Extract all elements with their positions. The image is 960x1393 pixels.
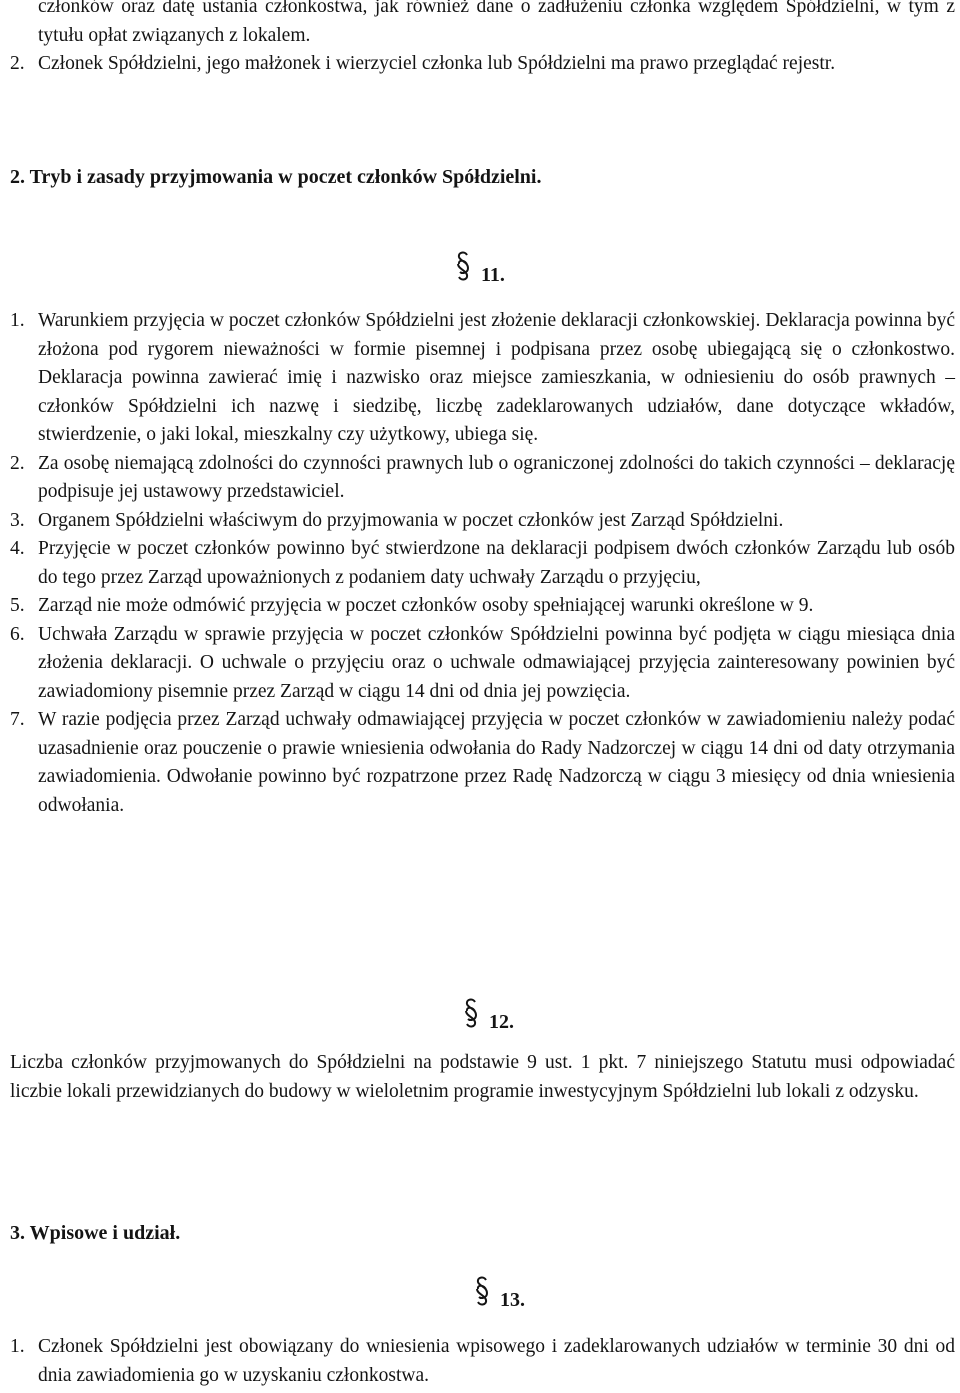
list-item-number: 6. (10, 623, 25, 645)
section-sign-icon (463, 998, 479, 1028)
paragraph-number-12 (463, 998, 514, 1034)
list-item-number: 4. (10, 538, 25, 559)
paragraph-11-list (10, 307, 955, 820)
paragraph-13-list (10, 1333, 955, 1390)
list-item-text: Warunkiem przyjęcia w poczet członków Spółdzielni jest złożenie deklaracji członkowskiej. Deklaracja powinna być złożona pod rygorem nieważności w formie pisemnej i podpisana przez osobę ubiegającą się o członkostwo. Deklaracja powinna zawierać imię i nazwisko oraz miejsce zamieszkania, w odniesieniu do osób prawnych – członków Spółdzielni ich nazwę i siedzibę, liczbę zadeklarowanych udziałów, dane dotyczące wkładów, stwierdzenie, o jaki lokal, mieszkalny czy użytkowy, ubiega się. (38, 310, 955, 445)
section-heading: 3. Wpisowe i udział. (10, 1222, 181, 1244)
paragraph-number-text: 11. (481, 264, 505, 286)
list-item-text: Organem Spółdzielni właściwym do przyjmowania w poczet członków jest Zarząd Spółdzielni. (38, 509, 784, 531)
list-item-text: Za osobę niemającą zdolności do czynności prawnych lub o ograniczonej zdolności do takich czynności – deklarację podpisuje jej ustawowy przedstawiciel. (38, 452, 955, 502)
list-item (10, 706, 955, 820)
section-sign-icon (455, 251, 471, 281)
section-heading: 2. Tryb i zasady przyjmowania w poczet członków Spółdzielni. (10, 166, 542, 188)
list-item-number: 1. (10, 310, 25, 331)
list-item (10, 592, 955, 621)
list-item-number: 2. (10, 452, 25, 474)
list-item-text: Członek Spółdzielni, jego małżonek i wierzyciel członka lub Spółdzielni ma prawo przeglądać rejestr. (38, 53, 836, 74)
list-item-number: 5. (10, 595, 25, 616)
list-item (10, 507, 955, 536)
carryover-paragraph (10, 0, 955, 79)
paragraph-number-text: 13. (500, 1289, 525, 1311)
list-item-number: 2. (10, 53, 25, 74)
list-item (10, 50, 955, 79)
list-item (10, 307, 955, 450)
list-item-text: W razie podjęcia przez Zarząd uchwały odmawiającej przyjęcia w poczet członków w zawiadomieniu należy podać uzasadnienie oraz pouczenie o prawie wniesienia odwołania do Rady Nadzorczej w ciągu 14 dni od daty otrzymania zawiadomienia. Odwołanie powinno być rozpatrzone przez Radę Nadzorczą w ciągu 3 miesięcy od dnia wniesienia odwołania. (38, 709, 955, 816)
list-item-number: 3. (10, 509, 25, 531)
list-item (10, 450, 955, 507)
paragraph-number-13 (474, 1276, 525, 1312)
list-item-text: Uchwała Zarządu w sprawie przyjęcia w poczet członków Spółdzielni powinna być podjęta w ciągu miesiąca dnia złożenia deklaracji. O uchwale o przyjęciu oraz o uchwale odmawiającej przyjęcia zainteresowany powinien być zawiadomiony pisemnie przez Zarząd w ciągu 14 dni od dnia jej powzięcia. (38, 623, 955, 702)
list-item-text: Przyjęcie w poczet członków powinno być stwierdzone na deklaracji podpisem dwóch członków Zarządu lub osób do tego przez Zarząd upoważnionych z podaniem daty uchwały Zarządu o przyjęciu, (38, 538, 955, 588)
paragraph-12-text: Liczba członków przyjmowanych do Spółdzielni na podstawie 9 ust. 1 pkt. 7 niniejszego Statutu musi odpowiadać liczbie lokali przewidzianych do budowy w wieloletnim programie inwestycyjnym Spółdzielni lub lokali z odzysku. (10, 1052, 955, 1102)
list-item (10, 535, 955, 592)
list-item-number: 1. (10, 1336, 25, 1357)
list-item-text: Zarząd nie może odmówić przyjęcia w poczet członków osoby spełniającej warunki określone w 9. (38, 595, 814, 616)
list-item (10, 1333, 955, 1390)
section-sign-icon (474, 1276, 490, 1306)
paragraph-number-11 (455, 251, 505, 287)
carryover-text: członków oraz datę ustania członkostwa, jak również dane o zadłużeniu członka względem Spółdzielni, w tym z tytułu opłat związanych z lokalem. (38, 0, 955, 46)
list-item-number: 7. (10, 709, 25, 730)
list-item-text: Członek Spółdzielni jest obowiązany do wniesienia wpisowego i zadeklarowanych udziałów w terminie 30 dni od dnia zawiadomienia go w uzyskaniu członkostwa. (38, 1336, 955, 1386)
list-item (10, 621, 955, 707)
paragraph-number-text: 12. (489, 1011, 514, 1033)
